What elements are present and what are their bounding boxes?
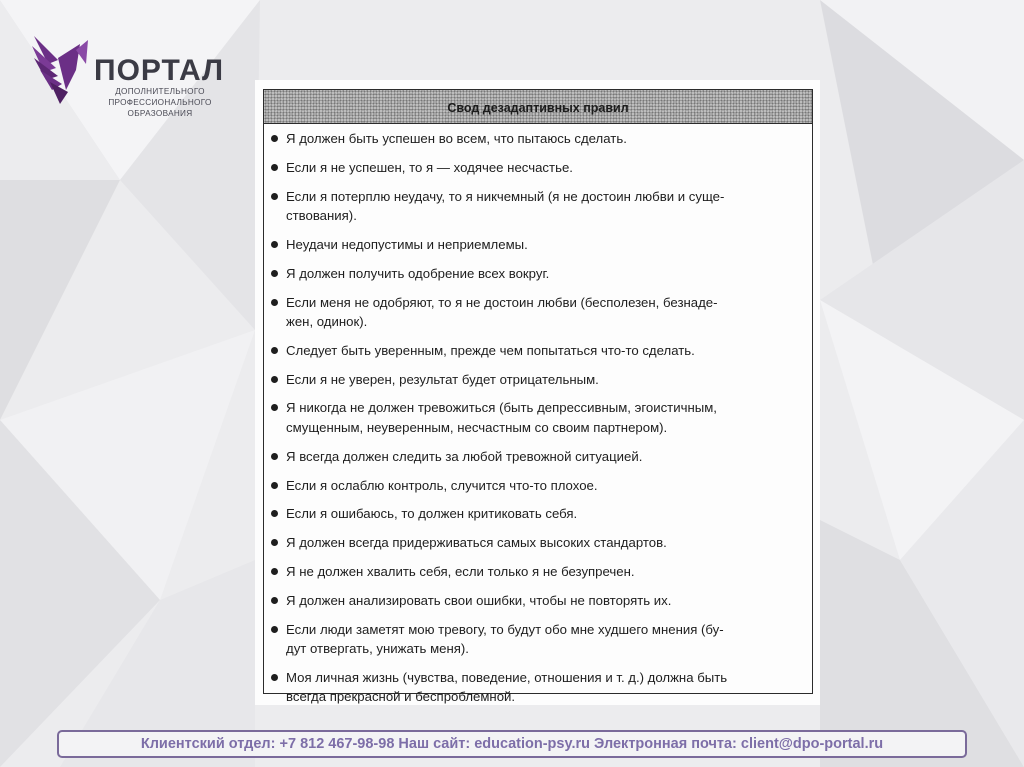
rule-item [270,129,802,149]
rule-item [270,341,802,361]
rule-text-line: Если люди заметят мою тревогу, то будут обо мне худшего мнения (бу- [286,621,724,637]
rule-item [270,668,802,707]
rule-text-line: Я всегда должен следить за любой тревожной ситуацией. [286,448,643,464]
bullet-icon [271,597,278,604]
rule-text-line: Я должен получить одобрение всех вокруг. [286,265,550,281]
rule-item [270,504,802,524]
rule-text-line: Если я ошибаюсь, то должен критиковать себя. [286,506,578,522]
rule-item [270,620,802,659]
rules-table [263,89,813,705]
contact-footer: Клиентский отдел: +7 812 467-98-98 Наш сайт: education-psy.ru Электронная почта: client@dpo-portal.ru [57,730,967,758]
bullet-icon [271,482,278,489]
rule-text-line: Если я потерплю неудачу, то я никчемный (я не достоин любви и суще- [286,188,725,204]
bullet-icon [271,299,278,306]
bullet-icon [271,510,278,517]
brand-title: ПОРТАЛ [94,54,225,87]
rules-list [264,124,812,707]
rule-text-line: ствования). [286,208,357,224]
rule-text-line: Я никогда не должен тревожиться (быть депрессивным, эгоистичным, [286,400,717,416]
rule-item [270,235,802,255]
rule-item [270,591,802,611]
rule-text-line: Если я не успешен, то я — ходячее несчастье. [286,159,573,175]
rule-text-line: Я не должен хвалить себя, если только я не безупречен. [286,563,635,579]
bullet-icon [271,135,278,142]
rule-text-line: Если я не уверен, результат будет отрицательным. [286,371,599,387]
bullet-icon [271,568,278,575]
rule-text-line: дут отвергать, унижать меня). [286,641,469,657]
bullet-icon [271,270,278,277]
bullet-icon [271,453,278,460]
rule-item [270,562,802,582]
rule-item [270,398,802,437]
rule-text-line: жен, одинок). [286,314,368,330]
rule-item [270,370,802,390]
rule-text-line: смущенным, неуверенным, несчастным со своим партнером). [286,420,668,436]
rule-item [270,293,802,332]
rules-table-title: Свод дезадаптивных правил [447,100,629,115]
rule-text-line: Неудачи недопустимы и неприемлемы. [286,236,528,252]
rule-item [270,158,802,178]
rule-item [270,447,802,467]
rule-item [270,476,802,496]
brand-subtitle [90,86,230,119]
bullet-icon [271,376,278,383]
bullet-icon [271,193,278,200]
brand-subtitle-line: ПРОФЕССИОНАЛЬНОГО [108,98,212,107]
brand-logo [28,30,228,125]
bullet-icon [271,626,278,633]
rule-text-line: Я должен анализировать свои ошибки, чтобы не повторять их. [286,592,672,608]
brand-subtitle-line: ОБРАЗОВАНИЯ [127,109,193,118]
bullet-icon [271,347,278,354]
owl-wing-logo-icon [28,30,98,110]
document-scan [255,80,820,705]
rule-item [270,533,802,553]
rule-text-line: Моя личная жизнь (чувства, поведение, отношения и т. д.) должна быть [286,669,728,685]
rule-text-line: Если меня не одобряют, то я не достоин любви (бесполезен, безнаде- [286,294,718,310]
bullet-icon [271,674,278,681]
rule-item [270,264,802,284]
brand-subtitle-line: ДОПОЛНИТЕЛЬНОГО [115,87,205,96]
bullet-icon [271,241,278,248]
rule-text-line: Следует быть уверенным, прежде чем попытаться что-то сделать. [286,342,695,358]
bullet-icon [271,404,278,411]
rule-text-line: Если я ослаблю контроль, случится что-то плохое. [286,477,598,493]
bullet-icon [271,539,278,546]
rule-text-line: Я должен быть успешен во всем, что пытаюсь сделать. [286,131,627,146]
rules-table-header [264,90,812,124]
rule-item [270,187,802,226]
rule-text-line: Я должен всегда придерживаться самых высоких стандартов. [286,535,667,551]
rule-text-line: всегда прекрасной и беспроблемной. [286,689,516,705]
bullet-icon [271,164,278,171]
